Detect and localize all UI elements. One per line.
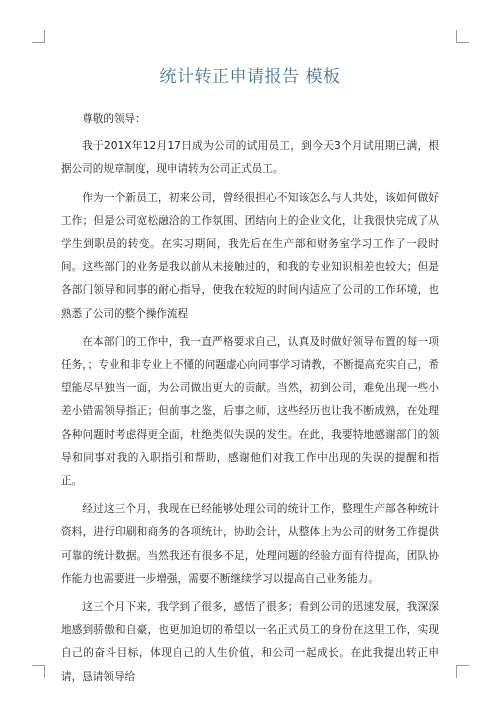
crop-mark-bottom-right bbox=[456, 665, 469, 678]
paragraph-conclusion: 这三个月下来，我学到了很多，感悟了很多；看到公司的迅速发展，我深深地感到骄傲和自豪，也更加迫切的希望以一名正式员工的身份在这里工作，实现自己的奋斗目标，体现自己的人生价值，和公司一起成长。在此我提出转正申请，恳请领导给 bbox=[61, 601, 439, 683]
crop-mark-top-right bbox=[456, 30, 469, 43]
paragraph-work-attitude: 在本部门的工作中，我一直严格要求自己，认真及时做好领导布置的每一项任务，；专业和非专业上不懂的问题虚心向同事学习请教，不断提高充实自己，希望能尽早独当一面，为公司做出更大的贡献。当然，初到公司，难免出现一些小差小错需领导指正；但前事之鉴，后事之师，这些经历也让我不断成熟，在处理各种问题时考虑得更全面，杜绝类似失误的发生。在此，我要特地感谢部门的领导和同事对我的入职指引和帮助，感谢他们对我工作中出现的失误的提醒和指正。 bbox=[61, 335, 439, 488]
salutation: 尊敬的领导： bbox=[82, 113, 146, 125]
crop-mark-top-left bbox=[32, 30, 45, 43]
paragraph-adaptation: 作为一个新员工，初来公司，曾经很担心不知该怎么与人共处，该如何做好工作；但是公司宽松融洽的工作氛围、团结向上的企业文化，让我很快完成了从学生到职员的转变。在实习期间，我先后在生产部和财务室学习工作了一段时间。这些部门的业务是我以前从未接触过的，和我的专业知识相差也较大；但是各部门领导和同事的耐心指导，使我在较短的时间内适应了公司的工作环境，也熟悉了公司的整个操作流程 bbox=[61, 191, 439, 320]
crop-mark-bottom-left bbox=[32, 665, 45, 678]
document-title: 统计转正申请报告 模板 bbox=[159, 67, 341, 87]
paragraph-achievements: 经过这三个月，我现在已经能够处理公司的统计工作，整理生产部各种统计资料，进行印刷和商务的各项统计，协助会计，从整体上为公司的财务工作提供可靠的统计数据。当然我还有很多不足，处理问题的经验方面有待提高，团队协作能力也需要进一步增强，需要不断继续学习以提高自己业务能力。 bbox=[61, 503, 439, 585]
document-body bbox=[61, 108, 439, 694]
paragraph-intro: 我于201X年12月17日成为公司的试用员工，到今天3个月试用期已满，根据公司的规章制度，现申请转为公司正式员工。 bbox=[61, 140, 439, 176]
